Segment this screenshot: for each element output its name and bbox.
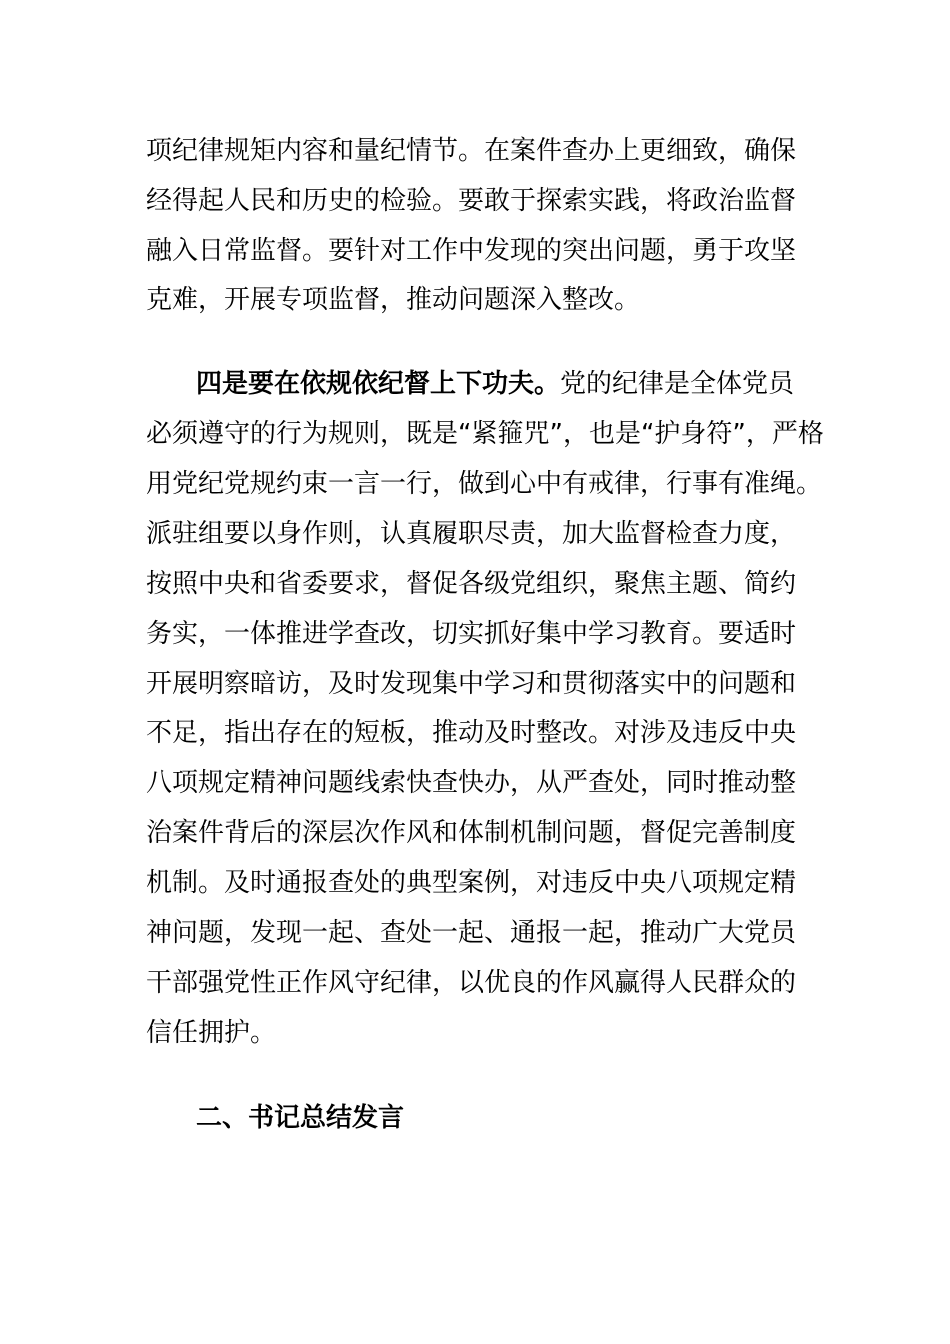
para2-first-line (196, 369, 794, 399)
para1-line-1: 项纪律规矩内容和量纪情节。在案件查办上更细致，确保 (146, 136, 797, 166)
para1-line-3: 融入日常监督。要针对工作中发现的突出问题，勇于攻坚 (146, 236, 797, 266)
para2-line-3: 用党纪党规约束一言一行，做到心中有戒律，行事有准绳。 (146, 469, 823, 499)
para2-first-line-rest: 党的纪律是全体党员 (560, 369, 795, 399)
para2-line-10: 治案件背后的深层次作风和体制机制问题，督促完善制度 (146, 818, 797, 848)
para2-heading: 四是要在依规依纪督上下功夫。 (196, 369, 561, 399)
para2-line-6: 务实，一体推进学查改，切实抓好集中学习教育。要适时 (146, 619, 797, 649)
para2-line-13: 干部强党性正作风守纪律，以优良的作风赢得人民群众的 (146, 968, 797, 998)
para2-line-12: 神问题，发现一起、查处一起、通报一起，推动广大党员 (146, 918, 797, 948)
para2-line-11: 机制。及时通报查处的典型案例，对违反中央八项规定精 (146, 868, 797, 898)
para2-line-14: 信任拥护。 (146, 1018, 277, 1048)
para2-line-7: 开展明察暗访，及时发现集中学习和贯彻落实中的问题和 (146, 669, 797, 699)
para2-line-8: 不足，指出存在的短板，推动及时整改。对涉及违反中央 (146, 718, 797, 748)
para2-line-5: 按照中央和省委要求，督促各级党组织，聚焦主题、简约 (146, 569, 797, 599)
para1-line-2: 经得起人民和历史的检验。要敢于探索实践，将政治监督 (146, 186, 797, 216)
para2-line-2: 必须遵守的行为规则，既是“紧箍咒”，也是“护身符”，严格 (146, 419, 824, 449)
para1-line-4: 克难，开展专项监督，推动问题深入整改。 (146, 285, 641, 315)
para2-line-4: 派驻组要以身作则，认真履职尽责，加大监督检查力度， (146, 519, 797, 549)
para2-line-9: 八项规定精神问题线索快查快办，从严查处，同时推动整 (146, 768, 797, 798)
section-heading: 二、书记总结发言 (196, 1103, 405, 1133)
